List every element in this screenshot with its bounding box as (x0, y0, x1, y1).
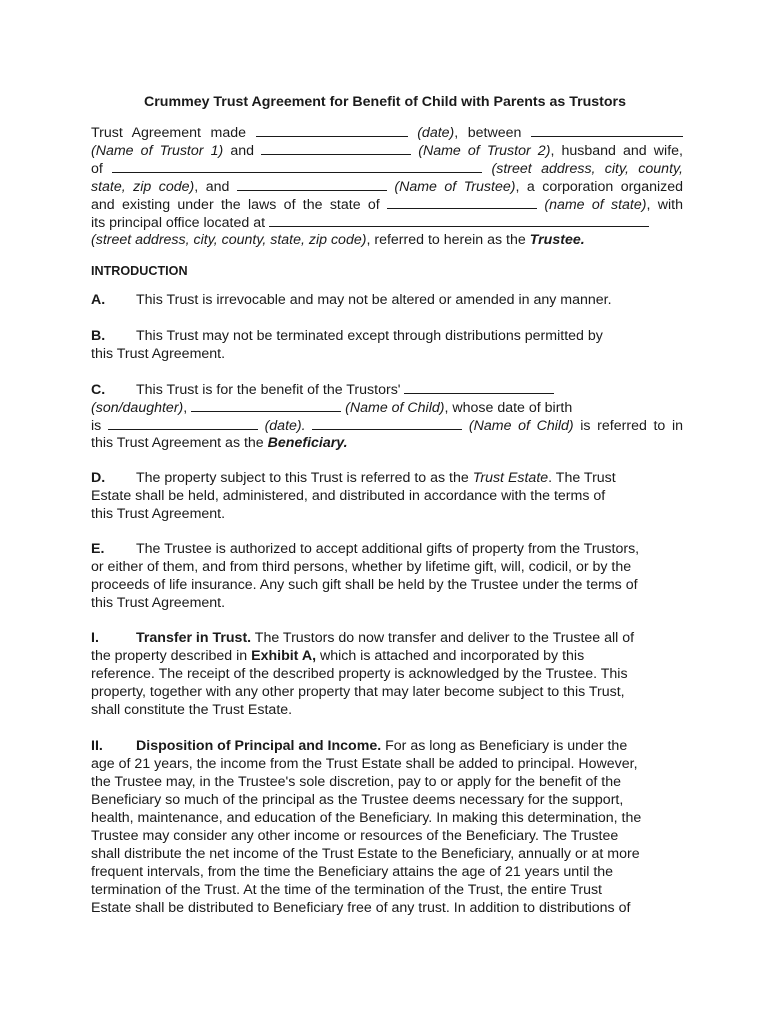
paragraph-d (91, 469, 683, 523)
paragraph-e-line-2: or either of them, and from third persons, whether by lifetime gift, will, codicil, or by the (91, 559, 632, 575)
paragraph-b-line-1: This Trust may not be terminated except through distributions permitted by (136, 328, 603, 344)
paragraph-c-line-3 (91, 416, 683, 434)
paragraph-c-text-1: This Trust is for the benefit of the Trustors' (136, 382, 401, 398)
blank-child-name[interactable] (191, 398, 341, 412)
blank-trustee[interactable] (237, 177, 387, 191)
section-1-label: I. (91, 630, 99, 646)
section-1-heading: Transfer in Trust. (136, 630, 252, 646)
text-corporation: , a corporation organized (515, 179, 684, 195)
exhibit-a-reference: Exhibit A, (251, 648, 317, 664)
paragraph-c-line-4 (91, 434, 683, 452)
paragraph-e (91, 540, 683, 612)
text-comma-and: , and (194, 179, 230, 195)
paragraph-a-text: This Trust is irrevocable and may not be altered or amended in any manner. (136, 292, 612, 308)
paragraph-a-label: A. (91, 292, 106, 308)
paragraph-d-label: D. (91, 470, 106, 486)
paragraph-e-line-4: this Trust Agreement. (91, 595, 226, 611)
paragraph-b-line-2: this Trust Agreement. (91, 346, 226, 362)
placeholder-state-zip: state, zip code) (91, 179, 195, 195)
text-and: and (223, 143, 254, 159)
blank-son-daughter[interactable] (404, 380, 554, 394)
section-2-text-1: For as long as Beneficiary is under the (381, 738, 628, 754)
blank-date[interactable] (256, 123, 408, 137)
blank-trustor-1[interactable] (531, 123, 683, 137)
paragraph-e-line-3: proceeds of life insurance. Any such gift shall be held by the Trustee under the terms of (91, 577, 638, 593)
placeholder-street-address: (street address, city, county, (491, 161, 683, 177)
paragraph-d-text-1: The property subject to this Trust is referred to as the (136, 470, 469, 486)
text-whose-dob: , whose date of birth (444, 400, 573, 416)
text-is: is (91, 418, 102, 434)
parties-line-4 (91, 177, 683, 195)
parties-line-1 (91, 123, 683, 141)
section-2-line: Estate shall be distributed to Beneficiary free of any trust. In addition to distributions of (91, 900, 631, 916)
paragraph-c (91, 380, 683, 452)
section-2-line: age of 21 years, the income from the Trust Estate shall be added to principal. However, (91, 756, 638, 772)
section-2-line: the Trustee may, in the Trustee's sole discretion, pay to or apply for the benefit of the (91, 774, 622, 790)
placeholder-trustor-1: (Name of Trustor 1) (91, 143, 224, 159)
section-1-text-1: The Trustors do now transfer and deliver to the Trustee all of (251, 630, 635, 646)
blank-trustor-2[interactable] (261, 141, 411, 155)
blank-state[interactable] (387, 195, 537, 209)
paragraph-c-label: C. (91, 382, 106, 398)
section-1 (91, 629, 683, 719)
placeholder-date: (date) (417, 125, 455, 141)
paragraph-e-line-1: The Trustee is authorized to accept additional gifts of property from the Trustors, (136, 541, 640, 557)
placeholder-name-of-child-2: (Name of Child) (468, 418, 574, 434)
parties-line-3 (91, 159, 683, 177)
section-2-heading: Disposition of Principal and Income. (136, 738, 382, 754)
placeholder-birth-date: (date). (264, 418, 306, 434)
defined-term-beneficiary: Beneficiary. (267, 435, 348, 451)
paragraph-d-line-3: this Trust Agreement. (91, 506, 226, 522)
placeholder-name-of-child: (Name of Child) (345, 400, 445, 416)
section-1-text-2b: which is attached and incorporated by this (316, 648, 585, 664)
placeholder-name-of-state: (name of state) (544, 197, 647, 213)
text-comma: , (183, 400, 188, 416)
parties-line-2 (91, 141, 683, 159)
placeholder-trustor-2: (Name of Trustor 2) (418, 143, 551, 159)
text-husband-wife: , husband and wife, (550, 143, 683, 159)
paragraph-d-text-2: . The Trust (548, 470, 616, 486)
blank-birth-date[interactable] (108, 416, 258, 430)
placeholder-full-address: (street address, city, county, state, zip code) (91, 232, 367, 248)
section-1-text-2a: the property described in (91, 648, 248, 664)
introduction-heading: INTRODUCTION (91, 264, 188, 278)
text-agreement-made: Trust Agreement made (91, 125, 247, 141)
text-this-agreement-as: this Trust Agreement as the (91, 435, 264, 451)
text-with: , with (646, 197, 683, 213)
paragraph-d-line-2: Estate shall be held, administered, and distributed in accordance with the terms of (91, 488, 606, 504)
text-existing-under: and existing under the laws of the state of (91, 197, 380, 213)
section-2-label: II. (91, 738, 103, 754)
section-1-line-4: property, together with any other property that may later become subject to this Trust, (91, 684, 625, 700)
parties-line-7 (91, 231, 683, 249)
section-2 (91, 737, 683, 917)
section-1-line-5: shall constitute the Trust Estate. (91, 702, 293, 718)
parties-paragraph (91, 123, 683, 249)
paragraph-b-label: B. (91, 328, 106, 344)
text-referred-to-in: is referred to in (573, 418, 684, 434)
paragraph-a (91, 291, 683, 309)
parties-line-5 (91, 195, 683, 213)
section-2-line: Trustee may consider any other income or resources of the Beneficiary. The Trustee (91, 828, 619, 844)
paragraph-b (91, 327, 683, 363)
paragraph-c-line-2 (91, 398, 683, 416)
section-2-line: health, maintenance, and education of the Beneficiary. In making this determination, the (91, 810, 642, 826)
paragraph-e-label: E. (91, 541, 105, 557)
text-between: , between (454, 125, 522, 141)
section-2-line: termination of the Trust. At the time of the termination of the Trust, the entire Trust (91, 882, 602, 898)
defined-term-trustee: Trustee. (529, 232, 585, 248)
text-principal-office: its principal office located at (91, 215, 266, 231)
blank-address-1[interactable] (112, 159, 482, 173)
section-1-line-3: reference. The receipt of the described property is acknowledged by the Trustee. This (91, 666, 628, 682)
section-2-line: Beneficiary so much of the principal as the Trustee deems necessary for the support, (91, 792, 624, 808)
blank-child-name-2[interactable] (312, 416, 462, 430)
document-title: Crummey Trust Agreement for Benefit of Child with Parents as Trustors (144, 94, 626, 110)
blank-office-address[interactable] (269, 213, 649, 227)
placeholder-trustee: (Name of Trustee) (394, 179, 516, 195)
section-2-line: shall distribute the net income of the Trust Estate to the Beneficiary, annually or at more (91, 846, 640, 862)
text-referred-herein: , referred to herein as the (366, 232, 526, 248)
defined-term-trust-estate: Trust Estate (472, 470, 549, 486)
parties-line-6 (91, 213, 683, 231)
placeholder-son-daughter: (son/daughter) (91, 400, 184, 416)
section-2-line: frequent intervals, from the time the Beneficiary attains the age of 21 years until the (91, 864, 614, 880)
text-of: of (91, 161, 103, 177)
